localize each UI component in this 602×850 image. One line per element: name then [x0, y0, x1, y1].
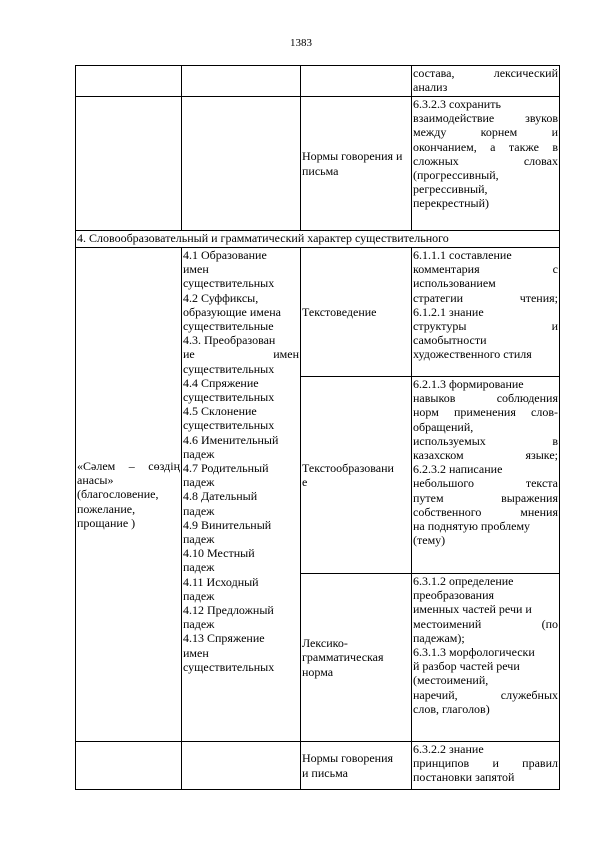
skill-cell: [301, 97, 412, 231]
skill-label: Текстоведение: [302, 304, 377, 319]
page-number: 1383: [290, 37, 312, 49]
objective-cell: состава, лексический анализ: [412, 66, 560, 97]
table-row: [76, 742, 560, 790]
table-row: [76, 248, 560, 377]
skill-cell: Нормы говорения и письма: [301, 742, 412, 790]
section-header: 4. Словообразовательный и грамматический характер существительного: [76, 231, 560, 248]
table-row: [76, 66, 560, 97]
objective-cell: 6.2.1.3 формирование навыков соблюдения норм применения слов- обращений, используемых в казахском языке; 6.2.3.2 написание небольшого текста путем выражения собственного мнения на поднятую проблему (тему): [412, 377, 560, 574]
cell-empty: [76, 97, 182, 231]
objective-cell: 6.3.2.3 сохранить взаимодействие звуков между корнем и окончанием, а также в сложных словах (прогрессивный, регрессивный, перекрестный): [412, 97, 560, 231]
cell-empty: [182, 66, 301, 97]
objective-cell: 6.3.1.2 определение преобразования именных частей речи и местоимений (по падежам); 6.3.1.3 морфологически й разбор частей речи (местоимений, наречий, служебных слов, глаголов): [412, 574, 560, 742]
objective-cell: 6.3.2.2 знание принципов и правил постановки запятой: [412, 742, 560, 790]
cell-empty: [301, 66, 412, 97]
topic-cell: «Сәлем – сөздің анасы» (благословение, пожелание, прощание ): [76, 248, 182, 742]
curriculum-table: [75, 65, 560, 790]
cell-empty: [76, 66, 182, 97]
cell-empty: [182, 97, 301, 231]
cell-empty: [76, 742, 182, 790]
skill-label: Нормы говорения и письма: [302, 149, 403, 178]
objective-cell: 6.1.1.1 составление комментария с использованием стратегии чтения; 6.1.2.1 знание структуры и самобытности художественного стиля: [412, 248, 560, 377]
cell-empty: [182, 742, 301, 790]
skill-cell: Лексико- грамматическая норма: [301, 574, 412, 742]
subtopics-cell: 4.1 Образование имен существительных 4.2 Суффиксы, образующие имена существительные 4.3. Преобразован ие имен существительных 4.4 Спряжение существительных 4.5 Склонение существительных 4.6 Именительный падеж 4.7 Родительный падеж 4.8 Дательный падеж 4.9 Винительный падеж 4.10 Местный падеж 4.11 Исходный падеж 4.12 Предложный падеж 4.13 Спряжение имен существительных: [182, 248, 301, 742]
skill-cell: Текстообразовани е: [301, 377, 412, 574]
skill-cell: [301, 248, 412, 377]
section-header-row: [76, 231, 560, 248]
table-row: [76, 97, 560, 231]
